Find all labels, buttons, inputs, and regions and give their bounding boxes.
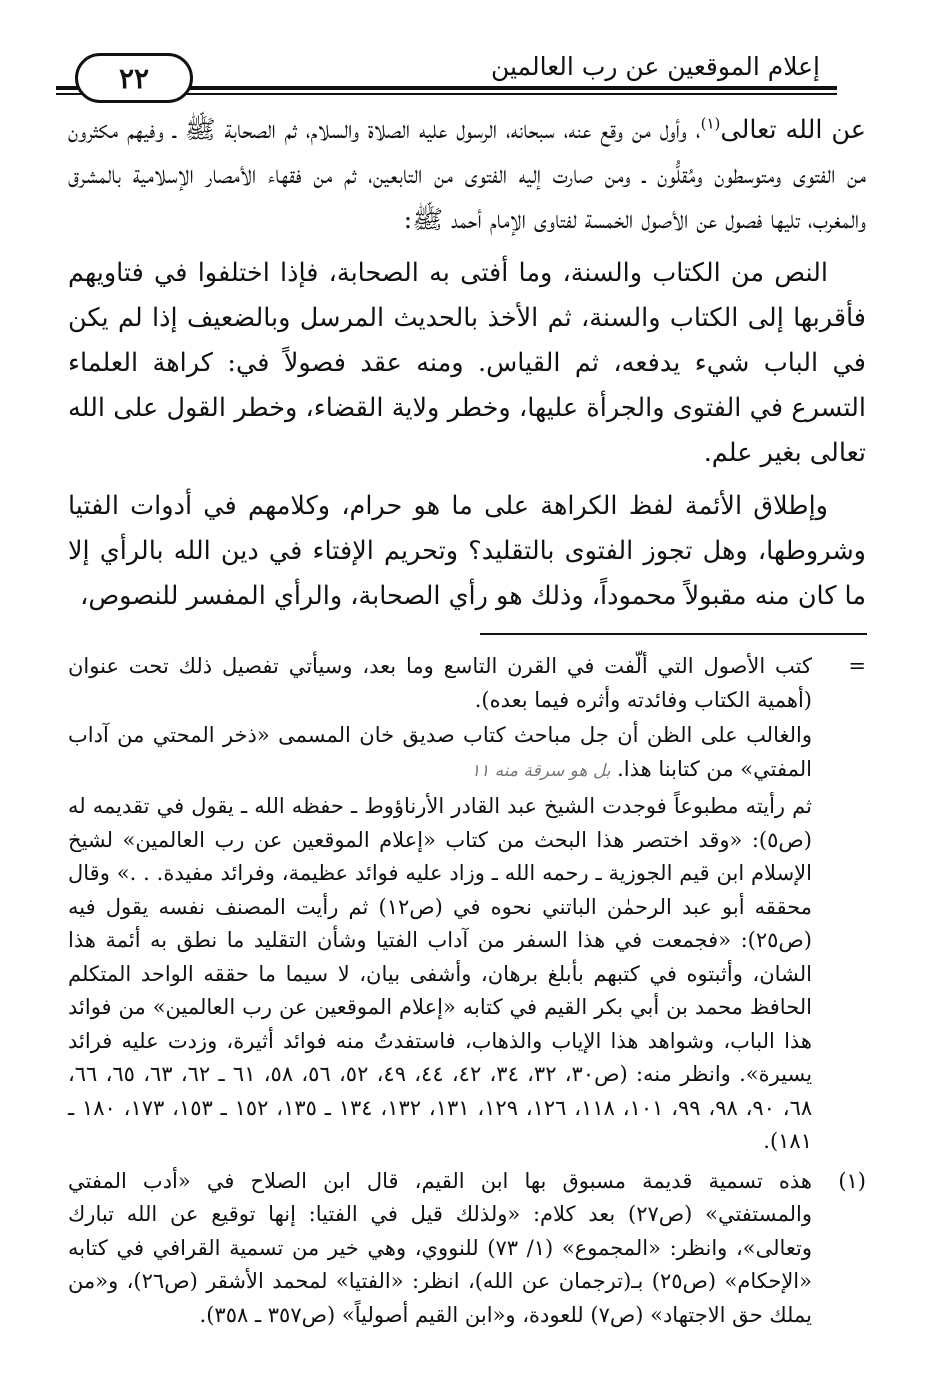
footnote-1: [68, 1165, 866, 1335]
handwritten-annotation: بل هو سرقة منه ١١: [470, 760, 611, 781]
page-number-badge: [75, 53, 193, 103]
paragraph-1: [68, 108, 866, 243]
footnotes: [68, 650, 866, 1338]
paragraph-1-rest: ، وأول من وقع عنه، سبحانه، الرسول عليه الصلاة والسلام، ثم الصحابة ﷺ ـ وفيهم مكثرون من الفتوى ومتوسطون ومُقلُّون ـ ومن صارت إليه الفتوى من التابعين، ثم من فقهاء الأمصار الإسلامية بالمشرق والمغرب، تليها فصول عن الأصول الخمسة لفتاوى الإمام أحمد ﷺ:: [68, 115, 866, 235]
footnote-cont-p1: كتب الأصول التي ألّفت في القرن التاسع وما بعد، وسيأتي تفصيل ذلك تحت عنوان (أهمية الكتاب وفائدته وأثره فيما بعده).: [68, 654, 812, 712]
footnote-cont-p2-wrap: [68, 719, 812, 788]
footnote-continuation: [68, 650, 866, 1161]
continuation-mark: =: [848, 654, 866, 678]
footnote-1-text: هذه تسمية قديمة مسبوق بها ابن القيم، قال ابن الصلاح في «أدب المفتي والمستفتي» (ص٢٧) بعد كلام: «ولذلك قيل في الفتيا: إنها توقيع عن الله تبارك وتعالى»، وانظر: «المجموع» (١/ ٧٣) للنووي، وهي خير من تسمية القرافي في كتابه «الإحكام» (ص٢٥) بـ(ترجمان عن الله)، انظر: «الفتيا» لمحمد الأشقر (ص٢٦)، و«من يملك حق الاجتهاد» (ص٧) للعودة، و«ابن القيم أصولياً» (ص٣٥٧ ـ ٣٥٨).: [68, 1168, 812, 1327]
footnote-1-mark: (١): [838, 1168, 866, 1193]
footnote-separator: [480, 633, 867, 635]
page-number: ٢٢: [118, 61, 150, 95]
paragraph-2: النص من الكتاب والسنة، وما أفتى به الصحابة، فإذا اختلفوا في فتاويهم فأقربها إلى الكتاب والسنة، ثم الأخذ بالحديث المرسل وبالضعيف إذا لم يكن في الباب شيء يدفعه، ثم القياس. ومنه عقد فصولاً في: كراهة العلماء التسرع في الفتوى والجرأة عليها، وخطر ولاية القضاء، وخطر القول على الله تعالى بغير علم.: [68, 258, 867, 468]
running-header-title: إعلام الموقعين عن رب العالمين: [490, 52, 820, 81]
footnote-cont-p2: والغالب على الظن أن جل مباحث كتاب صديق خان المسمى «ذخر المحتي من آداب المفتي» من كتابنا هذا.: [68, 723, 812, 781]
main-text: [68, 108, 866, 627]
paragraph-3: وإطلاق الأئمة لفظ الكراهة على ما هو حرام، وكلامهم في أدوات الفتيا وشروطها، وهل تجوز الفتوى بالتقليد؟ وتحريم الإفتاء في دين الله بالرأي إلا ما كان منه مقبولاً محموداً، وذلك هو رأي الصحابة، والرأي المفسر للنصوص،: [68, 491, 866, 611]
footnote-ref-1: (١): [700, 114, 721, 133]
footnote-cont-p3: ثم رأيته مطبوعاً فوجدت الشيخ عبد القادر الأرناؤوط ـ حفظه الله ـ يقول في تقديمه له (ص٥): «وقد اختصر هذا البحث من كتاب «إعلام الموقعين عن رب العالمين» لشيخ الإسلام ابن قيم الجوزية ـ رحمه الله ـ وزاد عليه فوائد عظيمة، وفرائد مفيدة. . .» وقال محققه أبو عبد الرحمٰن الباتني نحوه في (ص١٢) ثم رأيت المصنف نفسه يقول فيه (ص٢٥): «فجمعت في هذا السفر من آداب الفتيا وشأن التقليد ما نطق به أئمة هذا الشان، وأثبتوه في كتبهم بأبلغ برهان، وأشفى بيان، لا سيما ما حققه الواحد المتكلم الحافظ محمد بن أبي بكر القيم في كتابه «إعلام الموقعين عن رب العالمين» من فوائد هذا الباب، وشواهد هذا الإياب والذهاب، فاستفدتُ منه فوائد أثيرة، وزدت عليه فرائد يسيرة». وانظر منه: (ص٣٠، ٣٢، ٣٤، ٤٢، ٤٤، ٤٩، ٥٢، ٥٦، ٥٨، ٦١ ـ ٦٢، ٦٣، ٦٥، ٦٦، ٦٨، ٩٠، ٩٨، ٩٩، ١٠١، ١١٨، ١٢٦، ١٢٩، ١٣١، ١٣٢، ١٣٤ ـ ١٣٥، ١٥٢ ـ ١٥٣، ١٧٣، ١٨٠ ـ ١٨١).: [68, 794, 813, 1153]
paragraph-1-start: عن الله تعالى: [720, 115, 867, 145]
